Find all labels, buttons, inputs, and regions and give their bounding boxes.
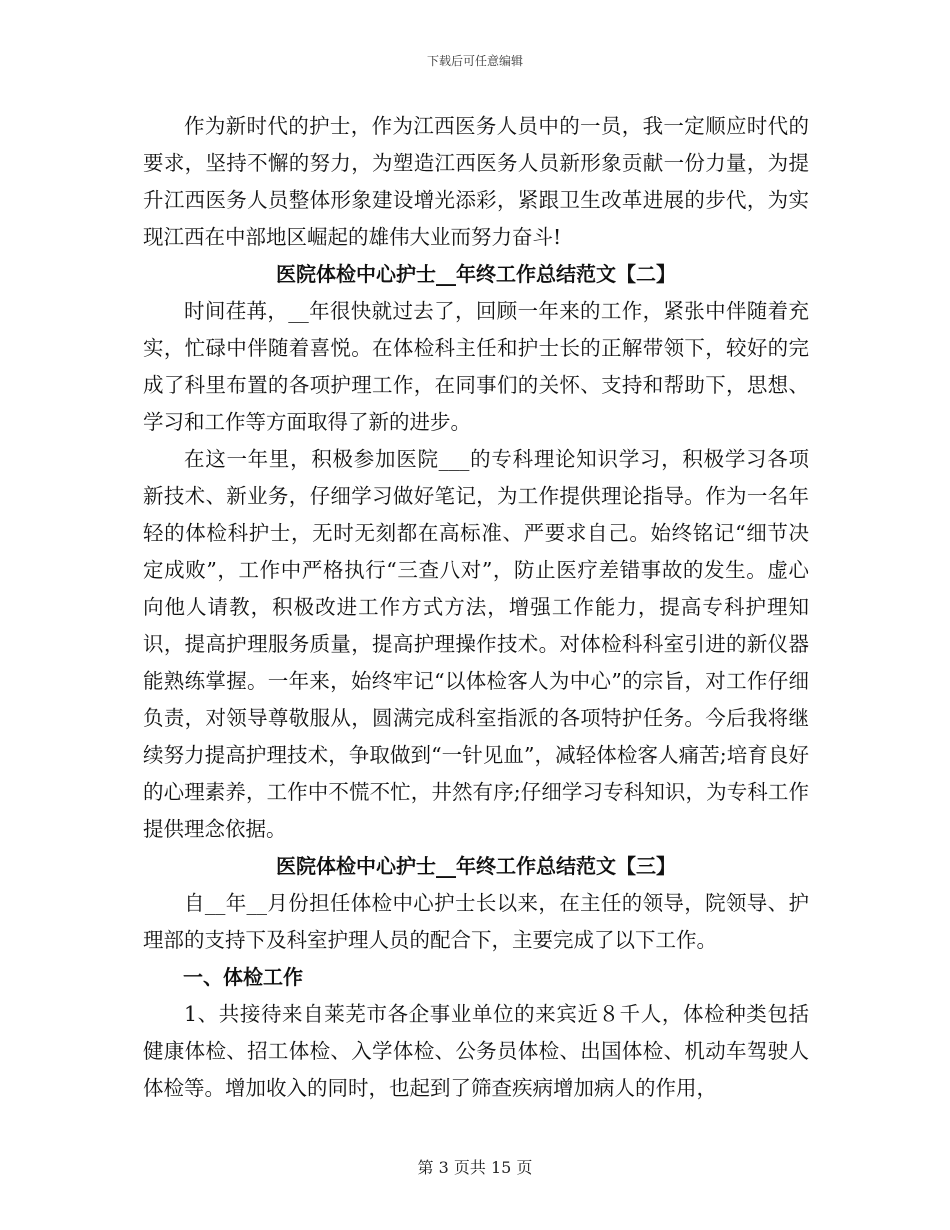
paragraph-study-and-work: 在这一年里，积极参加医院___的专科理论知识学习，积极学习各项新技术、新业务，仔细学习做好笔记，为工作提供理论指导。作为一名年轻的体检科护士，无时无刻都在高标准、严要求自己。始终铭记“细节决定成败”，工作中严格执行“三查八对”，防止医疗差错事故的发生。虚心向他人请教，积极改进工作方式方法，增强工作能力，提高专科护理知识，提高护理服务质量，提高护理操作技术。对体检科科室引进的新仪器能熟练掌握。一年来，始终牢记“以体检客人为中心”的宗旨，对工作仔细负责，对领导尊敬服从，圆满完成科室指派的各项特护任务。今后我将继续努力提高护理技术，争取做到“一针见血”，减轻体检客人痛苦;培育良好的心理素养，工作中不慌不忙，井然有序;仔细学习专科知识，为专科工作提供理念依据。 <box>143 447 809 841</box>
paragraph-head-nurse-intro: 自__年__月份担任体检中心护士长以来，在主任的领导，院领导、护理部的支持下及科室护理人员的配合下，主要完成了以下工作。 <box>143 891 809 952</box>
paragraph-closing-pledge: 作为新时代的护士，作为江西医务人员中的一员，我一定顺应时代的要求，坚持不懈的努力，为塑造江西医务人员新形象贡献一份力量，为提升江西医务人员整体形象建设增光添彩，紧跟卫生改革进展的步代，为实现江西在中部地区崛起的雄伟大业而努力奋斗! <box>143 114 809 249</box>
subheading-physical-exam-work: 一、体检工作 <box>183 965 303 989</box>
page-number-footer: 第 3 页共 15 页 <box>417 1158 533 1177</box>
section-title-two: 医院体检中心护士__年终工作总结范文【二】 <box>276 262 676 286</box>
paragraph-exam-statistics: 1、共接待来自莱芜市各企事业单位的来宾近８千人，体检种类包括健康体检、招工体检、入学体检、公务员体检、出国体检、机动车驾驶人体检等。增加收入的同时，也起到了筛查疾病增加病人的作用， <box>143 1002 809 1100</box>
document-body <box>143 108 809 1107</box>
page-header: 下载后可任意编辑 <box>426 54 523 68</box>
paragraph-year-review: 时间荏苒，__年很快就过去了，回顾一年来的工作，紧张中伴随着充实，忙碌中伴随着喜悦。在体检科主任和护士长的正解带领下，较好的完成了科里布置的各项护理工作，在同事们的关怀、支持和帮助下，思想、学习和工作等方面取得了新的进步。 <box>143 299 809 434</box>
section-title-three: 医院体检中心护士__年终工作总结范文【三】 <box>276 854 676 878</box>
